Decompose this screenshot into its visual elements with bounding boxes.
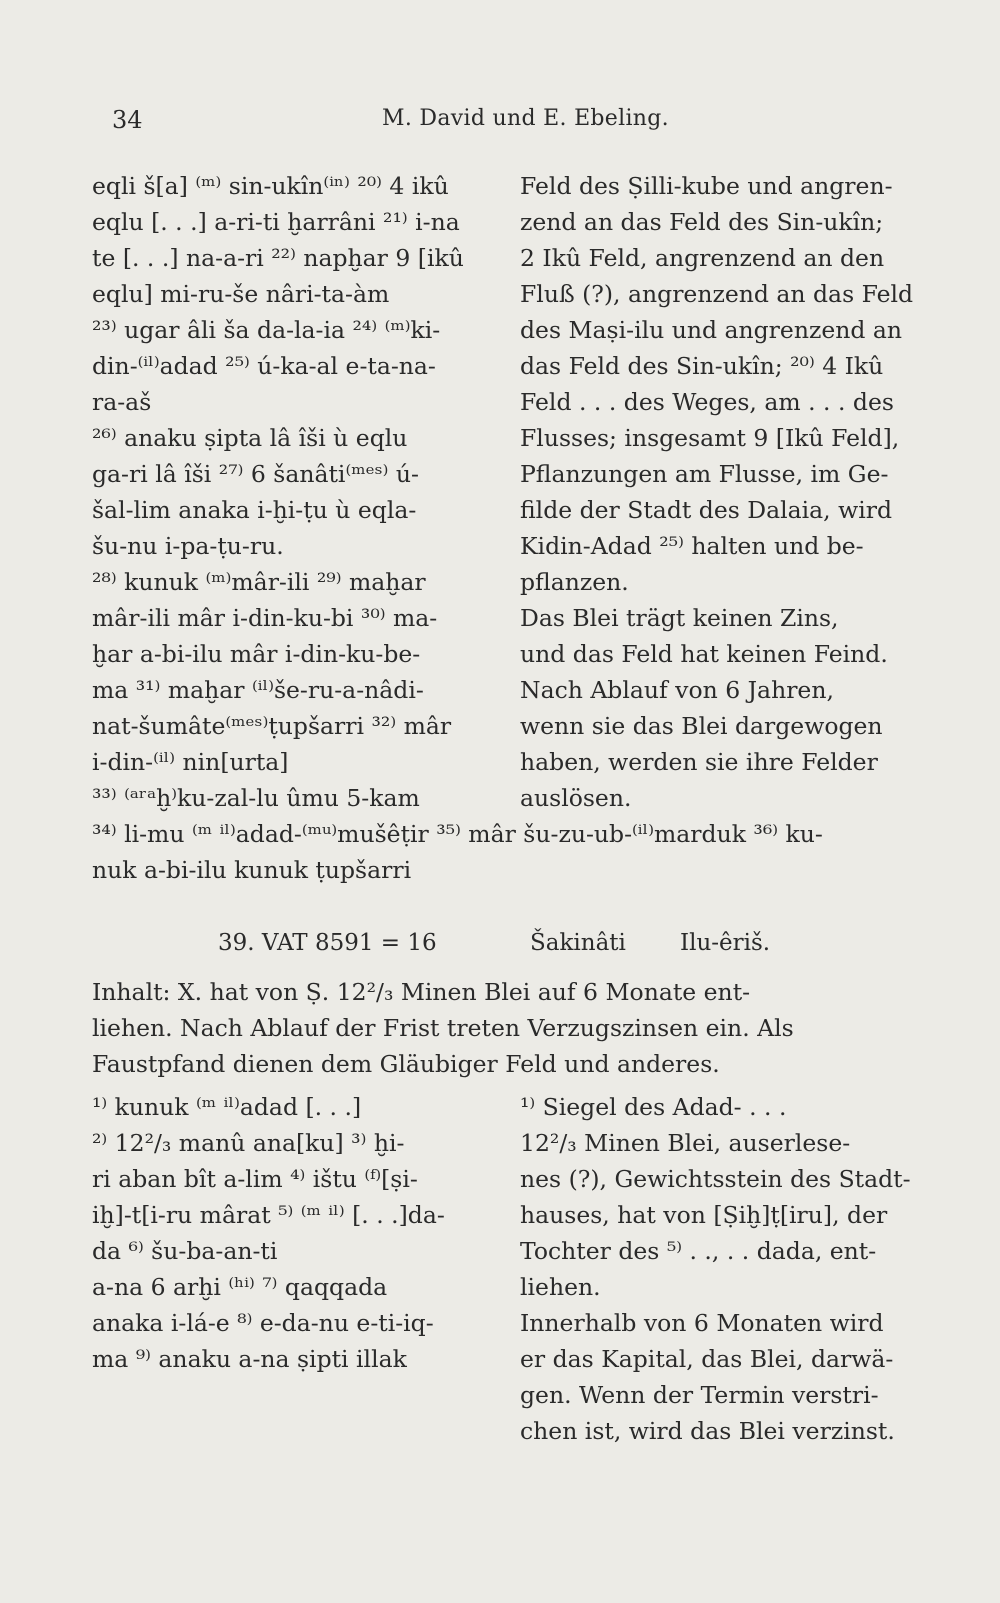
text-line: din-⁽ⁱˡ⁾adad ²⁵⁾ ú-ka-al e-ta-na- [92, 352, 436, 380]
text-line: er das Kapital, das Blei, darwä- [520, 1345, 894, 1373]
text-line: nes (?), Gewichtsstein des Stadt- [520, 1165, 911, 1193]
text-line: ²⁶⁾ anaku ṣipta lâ îši ù eqlu [92, 424, 408, 452]
text-line: ³³⁾ ⁽ᵃʳᵃḫ⁾ku-zal-lu ûmu 5-kam [92, 784, 420, 812]
full-width-lines [92, 816, 922, 888]
section-title [0, 930, 1000, 970]
text-line: ḫar a-bi-ilu mâr i-din-ku-be- [92, 640, 421, 668]
text-line: mâr-ili mâr i-din-ku-bi ³⁰⁾ ma- [92, 604, 438, 632]
summary-inhalt [92, 974, 922, 1082]
text-line: ga-ri lâ îši ²⁷⁾ 6 šanâti⁽ᵐᵉˢ⁾ ú- [92, 460, 419, 488]
text-line: 12²/₃ Minen Blei, auserlese- [520, 1129, 851, 1157]
text-line: ¹⁾ kunuk ⁽ᵐ ⁱˡ⁾adad [. . .] [92, 1093, 362, 1121]
text-line: liehen. [520, 1273, 601, 1301]
page-header [112, 106, 892, 146]
text-line: Feld des Ṣilli-kube und angren- [520, 172, 893, 200]
text-line: Innerhalb von 6 Monaten wird [520, 1309, 884, 1337]
text-line: und das Feld hat keinen Feind. [520, 640, 888, 668]
text-line: das Feld des Sin-ukîn; ²⁰⁾ 4 Ikû [520, 352, 884, 380]
text-line: te [. . .] na-a-ri ²²⁾ napḫar 9 [ikû [92, 244, 464, 272]
text-line: ²⁸⁾ kunuk ⁽ᵐ⁾mâr-ili ²⁹⁾ maḫar [92, 568, 426, 596]
text-line: nuk a-bi-ilu kunuk ṭupšarri [92, 856, 412, 884]
text-line: šal-lim anaka i-ḫi-ṭu ù eqla- [92, 496, 417, 524]
text-line: anaka i-lá-e ⁸⁾ e-da-nu e-ti-iq- [92, 1309, 434, 1337]
transliteration-column-2 [92, 1089, 492, 1377]
running-head: M. David und E. Ebeling. [382, 106, 669, 131]
text-line: eqlu] mi-ru-še nâri-ta-àm [92, 280, 390, 308]
text-line: liehen. Nach Ablauf der Frist treten Verzugszinsen ein. Als [92, 1014, 794, 1042]
text-line: ri aban bît a-lim ⁴⁾ ištu ⁽ᶠ⁾[ṣi- [92, 1165, 418, 1193]
section-title-name-2: Ilu-êriš. [680, 930, 771, 956]
text-line: iḫ]-t[i-ru mârat ⁵⁾ ⁽ᵐ ⁱˡ⁾ [. . .]da- [92, 1201, 445, 1229]
text-line: ¹⁾ Siegel des Adad- . . . [520, 1093, 787, 1121]
text-line: haben, werden sie ihre Felder [520, 748, 878, 776]
text-line: Flusses; insgesamt 9 [Ikû Feld], [520, 424, 900, 452]
text-line: ma ⁹⁾ anaku a-na ṣipti illak [92, 1345, 407, 1373]
text-line: Tochter des ⁵⁾ . ., . . dada, ent- [520, 1237, 877, 1265]
text-line: ma ³¹⁾ maḫar ⁽ⁱˡ⁾še-ru-a-nâdi- [92, 676, 424, 704]
transliteration-column-1 [92, 168, 492, 816]
text-line: Fluß (?), angrenzend an das Feld [520, 280, 914, 308]
text-line: zend an das Feld des Sin-ukîn; [520, 208, 884, 236]
text-line: ²⁾ 12²/₃ manû ana[ku] ³⁾ ḫi- [92, 1129, 405, 1157]
text-line: i-din-⁽ⁱˡ⁾ nin[urta] [92, 748, 289, 776]
text-line: ²³⁾ ugar âli ša da-la-ia ²⁴⁾ ⁽ᵐ⁾ki- [92, 316, 441, 344]
text-line: 2 Ikû Feld, angrenzend an den [520, 244, 885, 272]
text-line: gen. Wenn der Termin verstri- [520, 1381, 879, 1409]
text-line: Das Blei trägt keinen Zins, [520, 604, 839, 632]
text-line: eqli š[a] ⁽ᵐ⁾ sin-ukîn⁽ⁱⁿ⁾ ²⁰⁾ 4 ikû [92, 172, 449, 200]
text-line: Kidin-Adad ²⁵⁾ halten und be- [520, 532, 864, 560]
text-line: Inhalt: X. hat von Ṣ. 12²/₃ Minen Blei auf 6 Monate ent- [92, 978, 751, 1006]
text-line: da ⁶⁾ šu-ba-an-ti [92, 1237, 278, 1265]
text-line: pflanzen. [520, 568, 629, 596]
section-title-number: 39. VAT 8591 = 16 [218, 930, 437, 956]
text-line: wenn sie das Blei dargewogen [520, 712, 883, 740]
text-line: a-na 6 arḫi ⁽ʰⁱ⁾ ⁷⁾ qaqqada [92, 1273, 388, 1301]
text-line: ra-aš [92, 388, 152, 416]
text-line: Nach Ablauf von 6 Jahren, [520, 676, 834, 704]
text-line: Feld . . . des Weges, am . . . des [520, 388, 894, 416]
text-line: filde der Stadt des Dalaia, wird [520, 496, 893, 524]
text-line: šu-nu i-pa-ṭu-ru. [92, 532, 284, 560]
text-line: chen ist, wird das Blei verzinst. [520, 1417, 895, 1445]
text-line: eqlu [. . .] a-ri-ti ḫarrâni ²¹⁾ i-na [92, 208, 460, 236]
section-title-name: Šakinâti [530, 930, 626, 956]
text-line: ³⁴⁾ li-mu ⁽ᵐ ⁱˡ⁾adad-⁽ᵐᵘ⁾mušêṭir ³⁵⁾ mâr šu-zu-ub-⁽ⁱˡ⁾marduk ³⁶⁾ ku- [92, 820, 823, 848]
translation-column-1 [520, 168, 914, 816]
text-line: Faustpfand dienen dem Gläubiger Feld und anderes. [92, 1050, 720, 1078]
text-line: auslösen. [520, 784, 632, 812]
text-line: hauses, hat von [Ṣiḫ]ṭ[iru], der [520, 1201, 888, 1229]
text-line: des Maṣi-ilu und angrenzend an [520, 316, 903, 344]
translation-column-2 [520, 1089, 910, 1449]
page-number: 34 [112, 106, 143, 134]
text-line: Pflanzungen am Flusse, im Ge- [520, 460, 889, 488]
text-line: nat-šumâte⁽ᵐᵉˢ⁾ṭupšarri ³²⁾ mâr [92, 712, 452, 740]
